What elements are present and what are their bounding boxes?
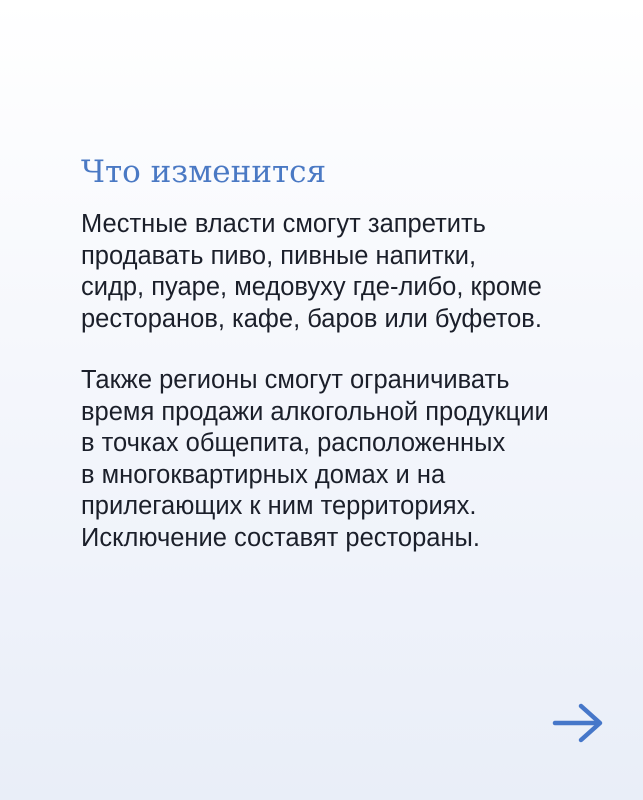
paragraph-regions xyxy=(81,365,549,554)
paragraph-line: в точках общепита, расположенных xyxy=(81,429,506,457)
paragraph-line: время продажи алкогольной продукции xyxy=(81,397,549,426)
paragraph-line: в многоквартирных домах и на xyxy=(81,460,446,489)
paragraph-line: сидр, пуаре, медовуху где-либо, кроме xyxy=(81,273,542,301)
paragraph-line: Также регионы смогут ограничивать xyxy=(81,366,510,394)
paragraph-line: ресторанов, кафе, баров или буфетов. xyxy=(81,304,542,333)
paragraph-local-authorities xyxy=(81,209,542,335)
paragraph-line: Исключение составят рестораны. xyxy=(81,523,480,552)
arrow-right-icon[interactable] xyxy=(551,702,605,744)
paragraph-line: прилегающих к ним территориях. xyxy=(81,492,477,520)
slide-heading: Что изменится xyxy=(81,154,327,190)
paragraph-line: продавать пиво, пивные напитки, xyxy=(81,241,477,270)
paragraph-line: Местные власти смогут запретить xyxy=(81,210,486,238)
